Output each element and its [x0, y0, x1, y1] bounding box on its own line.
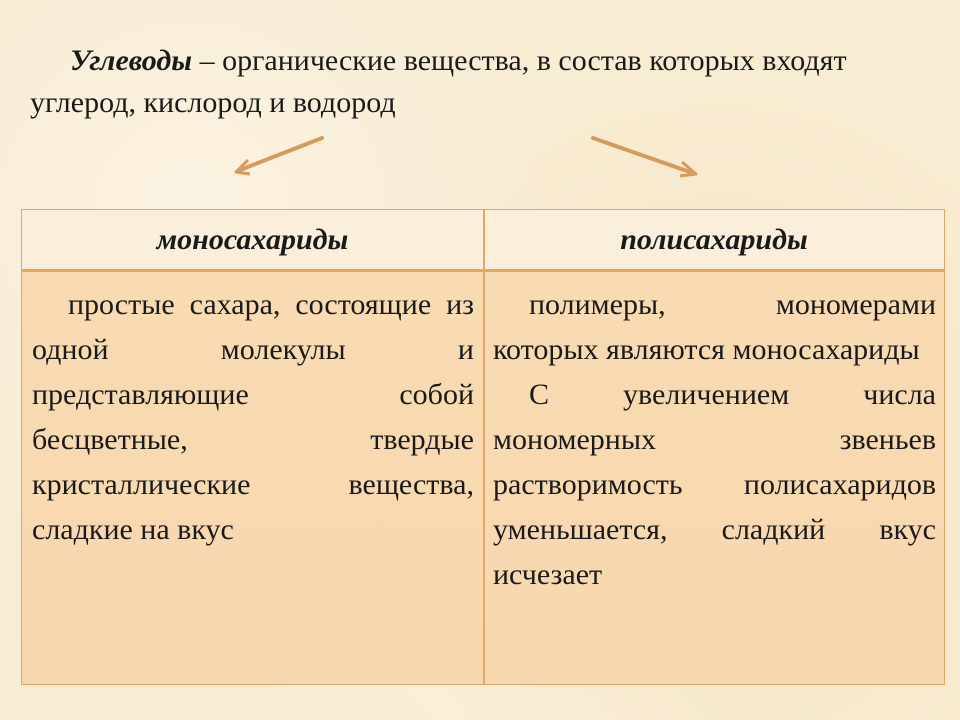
comparison-table	[21, 209, 945, 685]
polysaccharides-solubility: С увеличением числа мономерных звеньев растворимость полисахаридов уменьшается, сладкий вкус исчезает	[493, 378, 936, 591]
branch-arrows	[0, 0, 960, 200]
cell-monosaccharides	[32, 282, 474, 552]
cell-polysaccharides	[493, 282, 936, 597]
definition-text: – органические вещества, в состав которых входят углерод, кислород и водород	[30, 44, 847, 119]
column-divider	[483, 210, 485, 684]
arrow-down-right-icon	[593, 138, 696, 176]
term-carbohydrates: Углеводы	[70, 44, 193, 77]
monosaccharides-description: простые сахара, состоящие из одной молекулы и представляющие собой бесцветные, твердые кристаллические вещества, сладкие на вкус	[32, 288, 474, 546]
arrow-down-left-icon	[236, 138, 322, 174]
polysaccharides-description: полимеры, мономерами которых являются моносахариды	[493, 288, 936, 366]
header-monosaccharides: моносахариды	[156, 223, 349, 256]
header-polysaccharides: полисахариды	[620, 223, 808, 256]
